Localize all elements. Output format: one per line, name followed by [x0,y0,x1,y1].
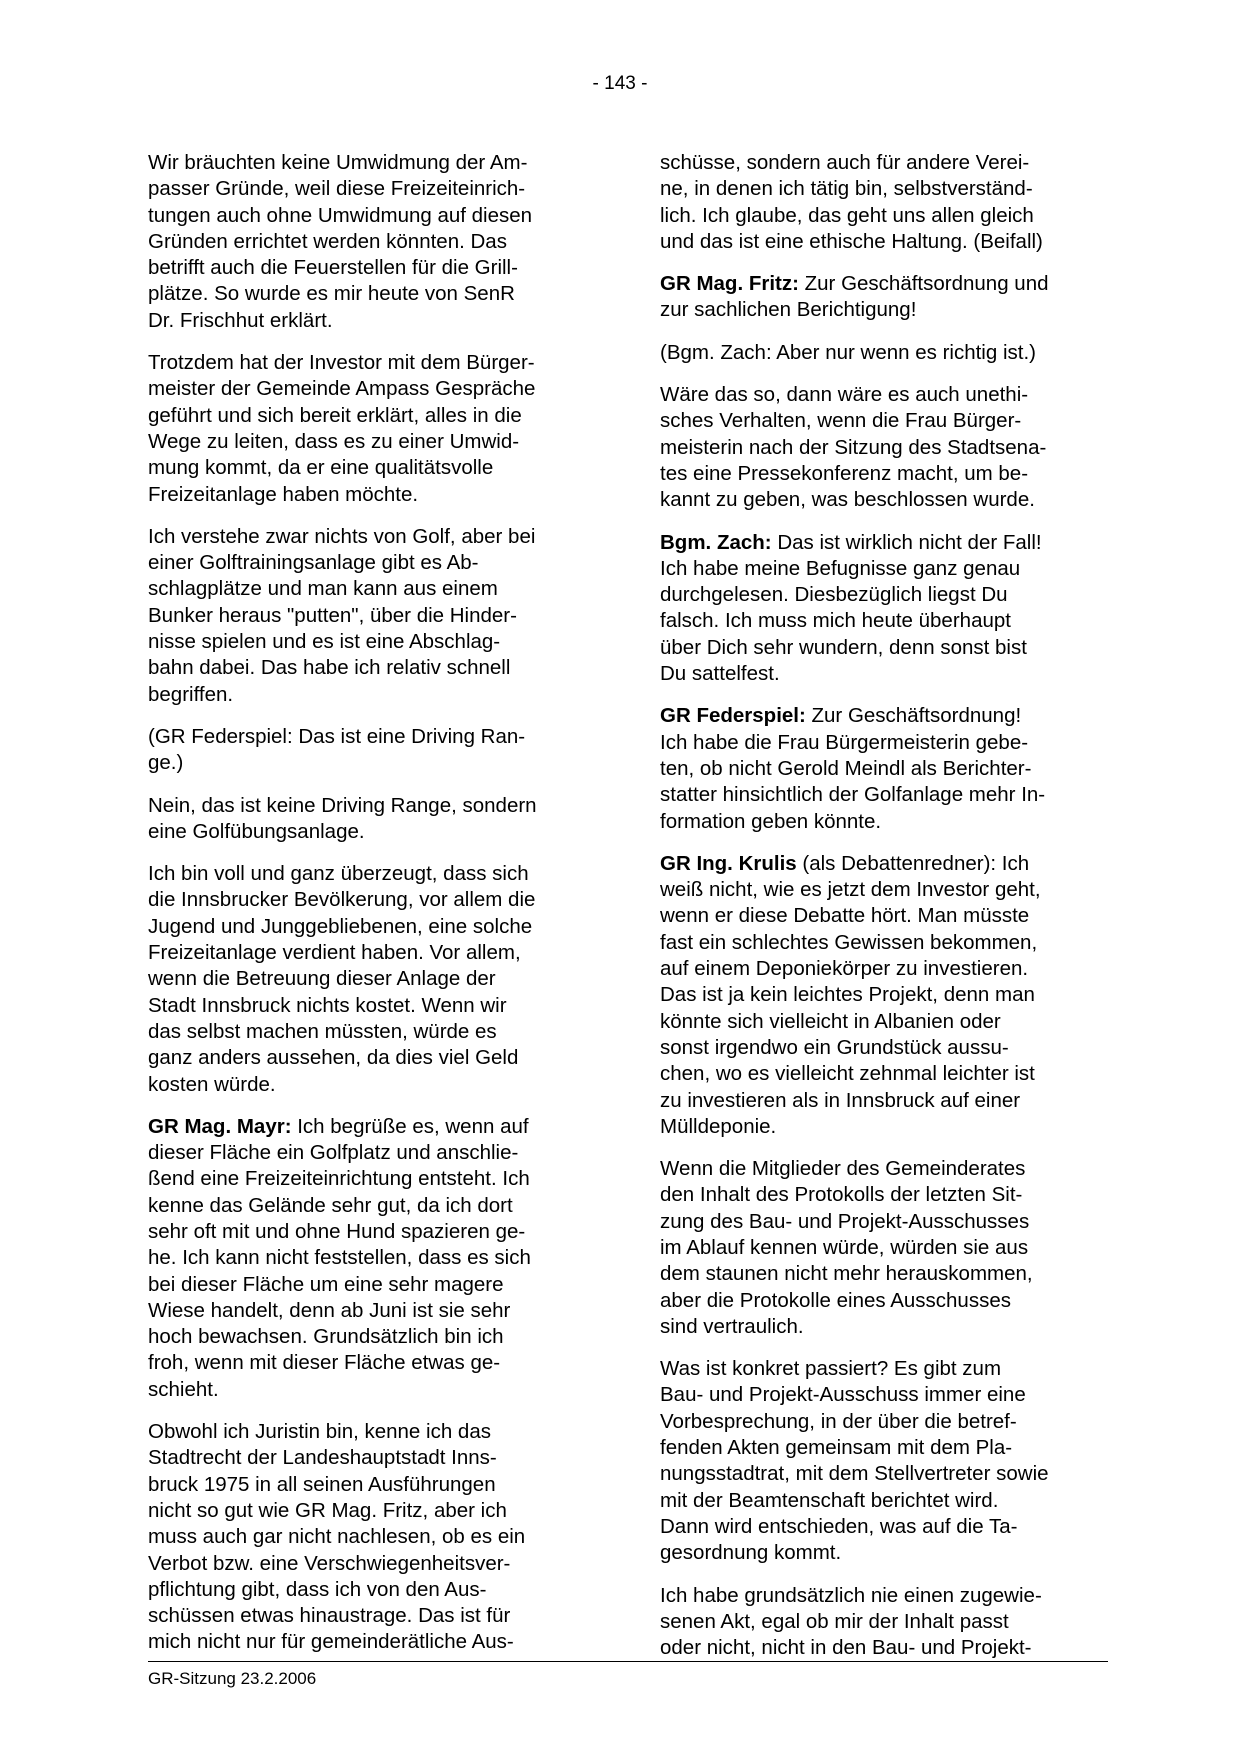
paragraph: Trotzdem hat der Investor mit dem Bürger- meister der Gemeinde Ampass Gespräche geführt und sich bereit erklärt, alles in die Wege zu leiten, dass es zu einer Umwid- mung kommt, da er eine qualitätsvolle Freizeitanlage haben möchte. [148,351,536,506]
speech-paragraph: GR Ing. Krulis (als Debattenredner): Ich weiß nicht, wie es jetzt dem Investor geht, wenn er diese Debatte hört. Man müsste fast ein schlechtes Gewissen bekommen, auf einem Deponiekörper zu investieren. Das ist ja kein leichtes Projekt, denn man könnte sich vielleicht in Albanien oder sonst irgendwo ein Grundstück aussu- chen, wo es vielleicht zehnmal leichter ist zu investieren als in Innsbruck auf einer Mülldeponie. [660,851,1041,1138]
speech-paragraph: GR Mag. Mayr: Ich begrüße es, wenn auf dieser Fläche ein Golfplatz und anschlie- ßend eine Freizeiteinrichtung entsteht. Ich kenne das Gelände sehr gut, da ich dort sehr oft mit und ohne Hund spazieren ge- he. Ich kann nicht feststellen, dass es sich bei dieser Fläche um eine sehr magere Wiese handelt, denn ab Juni ist sie sehr hoch bewachsen. Grundsätzlich bin ich froh, wenn mit dieser Fläche etwas ge- schieht. [148,1114,531,1401]
right-column [660,150,1100,1677]
page-number: - 143 - [592,73,648,94]
paragraph: schüsse, sondern auch für andere Verei- ne, in denen ich tätig bin, selbstverständ- lich. Ich glaube, das geht uns allen gleich und das ist eine ethische Haltung. (Beifall) [660,151,1043,253]
interjection: (GR Federspiel: Das ist eine Driving Ran- ge.) [148,724,526,775]
footer-divider [148,1661,1108,1662]
speech-paragraph: GR Mag. Fritz: Zur Geschäftsordnung und zur sachlichen Berichtigung! [660,272,1049,322]
paragraph: Wir bräuchten keine Umwidmung der Am- passer Gründe, weil diese Freizeiteinrich- tungen auch ohne Umwidmung auf diesen Gründen errichtet werden könnten. Das betrifft auch die Feuerstellen für die Grill- plätze. So wurde es mir heute von SenR Dr. Frischhut erklärt. [148,151,533,332]
paragraph: Was ist konkret passiert? Es gibt zum Bau- und Projekt-Ausschuss immer eine Vorbesprechung, in der über die betref- fenden Akten gemeinsam mit dem Pla- nungsstadtrat, mit dem Stellvertreter sowie mit der Beamtenschaft berichtet wird. Dann wird entschieden, was auf die Ta- gesordnung kommt. [660,1357,1049,1565]
paragraph: Ich bin voll und ganz überzeugt, dass sich die Innsbrucker Bevölkerung, vor allem die Jugend und Junggebliebenen, eine solche Freizeitanlage verdient haben. Vor allem, wenn die Betreuung dieser Anlage der Stadt Innsbruck nichts kostet. Wenn wir das selbst machen müssten, würde es ganz anders aussehen, da dies viel Geld kosten würde. [148,862,536,1096]
speaker-name: Bgm. Zach: [660,530,772,554]
paragraph: Obwohl ich Juristin bin, kenne ich das Stadtrecht der Landeshauptstadt Inns- bruck 1975 in all seinen Ausführungen nicht so gut wie GR Mag. Fritz, aber ich muss auch gar nicht nachlesen, ob es ein Verbot bzw. eine Verschwiegenheitsver- pflichtung gibt, dass ich von den Aus- schüssen etwas hinaustrage. Das ist für mich nicht nur für gemeinderätliche Aus- [148,1420,526,1654]
paragraph: Ich habe grundsätzlich nie einen zugewie- senen Akt, egal ob mir der Inhalt passt oder nicht, nicht in den Bau- und Projekt- [660,1583,1042,1660]
paragraph: Wenn die Mitglieder des Gemeinderates den Inhalt des Protokolls der letzten Sit- zung des Bau- und Projekt-Ausschusses im Ablauf kennen würde, würden sie aus dem staunen nicht mehr herauskommen, aber die Protokolle eines Ausschusses sind vertraulich. [660,1157,1033,1338]
footer-session-label: GR-Sitzung 23.2.2006 [148,1669,317,1688]
interjection: (Bgm. Zach: Aber nur wenn es richtig ist.) [660,340,1036,364]
paragraph: Nein, das ist keine Driving Range, sondern eine Golfübungsanlage. [148,793,537,843]
speech-paragraph: GR Federspiel: Zur Geschäftsordnung! Ich habe die Frau Bürgermeisterin gebe- ten, ob nicht Gerold Meindl als Berichter- statter hinsichtlich der Golfanlage mehr In- formation geben könnte. [660,704,1046,833]
speech-paragraph: Bgm. Zach: Das ist wirklich nicht der Fall! Ich habe meine Befugnisse ganz genau durchgelesen. Diesbezüglich liegst Du falsch. Ich muss mich heute überhaupt über Dich sehr wundern, denn sonst bist Du sattelfest. [660,530,1042,686]
left-column [148,150,588,1672]
paragraph: Wäre das so, dann wäre es auch unethi- sches Verhalten, wenn die Frau Bürger- meisterin nach der Sitzung des Stadtsena- tes eine Pressekonferenz macht, um be- kannt zu geben, was beschlossen wurde. [660,383,1047,512]
speaker-name: GR Mag. Fritz: [660,272,799,296]
speaker-name: GR Ing. Krulis [660,851,797,875]
speaker-name: GR Federspiel: [660,704,806,728]
speaker-name: GR Mag. Mayr: [148,1114,292,1138]
paragraph: Ich verstehe zwar nichts von Golf, aber bei einer Golftrainingsanlage gibt es Ab- schlagplätze und man kann aus einem Bunker heraus "putten", über die Hinder- nisse spielen und es ist eine Abschlag- bahn dabei. Das habe ich relativ schnell begriffen. [148,524,536,706]
